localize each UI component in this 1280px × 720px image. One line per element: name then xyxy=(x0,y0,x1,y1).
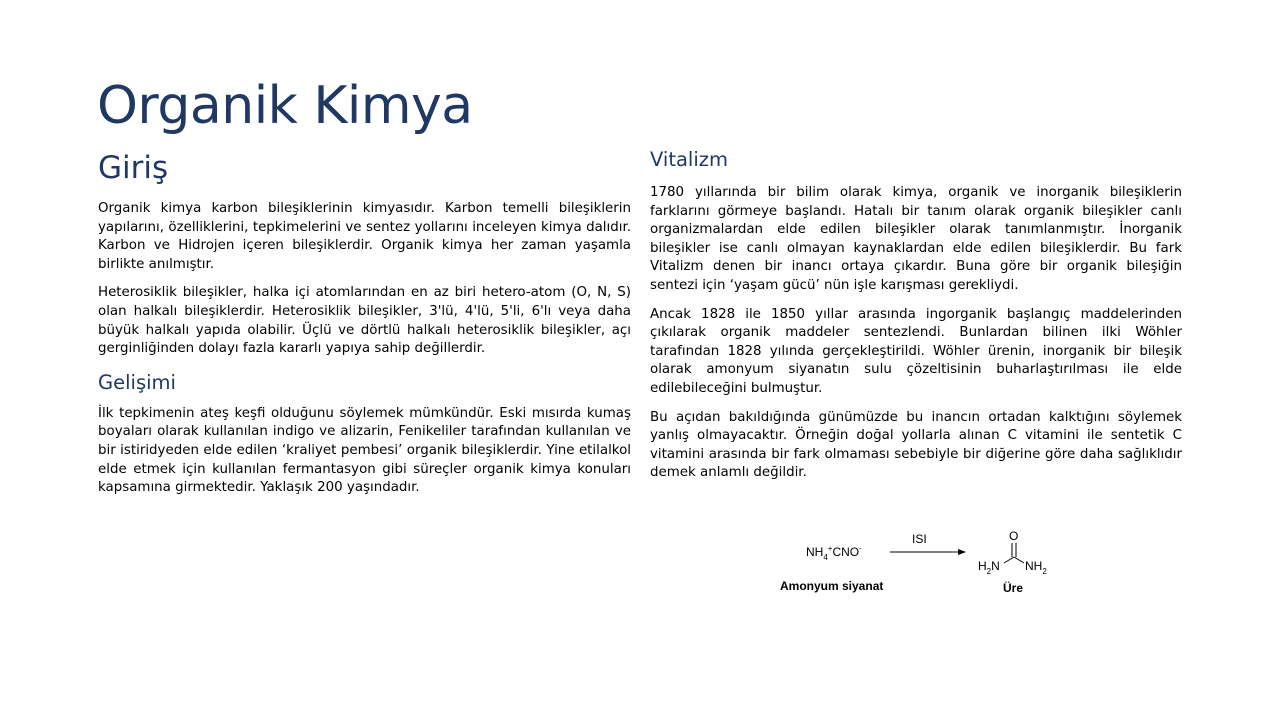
slide-title: Organik Kimya xyxy=(97,76,473,136)
bond-c-n-left xyxy=(1004,557,1014,563)
product-nh2: $NH_2$ xyxy=(1025,559,1047,576)
reactant-formula xyxy=(806,544,862,562)
paragraph-giris-1: Organik kimya karbon bileşiklerinin kimyasıdır. Karbon temelli bileşiklerin yapılarını, özelliklerini, tepkimelerini ve sentez yollarını inceleyen kimya dalıdır. Karbon ve Hidrojen içeren bileşiklerdir. Organik kimya her zaman yaşamla birlikte anılmıştır. xyxy=(98,201,631,272)
section-heading-giris: Giriş xyxy=(98,150,169,186)
bond-c-n-right xyxy=(1014,557,1024,563)
reactant-cno: CNO xyxy=(832,545,860,559)
reaction-arrow-head xyxy=(958,549,966,555)
section-heading-vitalizm: Vitalizm xyxy=(650,148,728,171)
reactant-sup: + xyxy=(827,544,833,553)
reaction-scheme-svg xyxy=(770,525,1070,605)
section-heading-gelisimi: Gelişimi xyxy=(98,370,176,394)
product-h2n: $H_2N$ xyxy=(978,559,1000,576)
paragraph-giris-2: Heterosiklik bileşikler, halka içi atomlarından en az biri hetero-atom (O, N, S) olan halkalı bileşiklerdir. Heterosiklik bileşikler, 3'lü, 4'lü, 5'li, 6'lı veya daha büyük halkalı yapıda olabilir. Üçlü ve dörtlü halkalı heterosiklik bileşikler, açı gerginliğinden dolayı fazla kararlı yapıya sahip değillerdir. xyxy=(98,285,631,357)
paragraph-vitalizm-3: Bu açıdan bakıldığında günümüzde bu inancın ortadan kalktığını söylemek yanlış olmayacaktır. Örneğin doğal yollarla alınan C vitamini ile sentetik C vitamini arasında bir fark olmaması sebebiyle bir diğerine göre daha sağlıklıdır demek anlamlı değildir. xyxy=(650,409,1182,481)
paragraph-gelisimi: İlk tepkimenin ateş keşfi olduğunu söylemek mümkündür. Eski mısırda kumaş boyaları olarak kullanılan indigo ve alizarin, Fenikeliler tarafından kullanılan ve bir istiridyeden elde edilen ‘kraliyet pembesi’ organik bileşiklerdir. Yine etilalkol elde etmek için kullanılan fermantasyon gibi süreçler organik kimya konuları kapsamına girmektedir. Yaklaşık 200 yaşındadır. xyxy=(98,405,631,496)
reaction-scheme xyxy=(770,525,1070,605)
arrow-label: ISI xyxy=(912,532,927,546)
product-name: Üre xyxy=(1003,581,1024,595)
left-column xyxy=(98,146,631,508)
reactant-nh: NH xyxy=(806,545,824,559)
reactant-sub: 4 xyxy=(823,553,828,562)
reactant-minus: - xyxy=(859,544,862,553)
reactant-name: Amonyum siyanat xyxy=(780,579,884,593)
paragraph-vitalizm-2: Ancak 1828 ile 1850 yıllar arasında ingorganik başlangıç maddelerinden çıkılarak organik maddeler sentezlendi. Bunlardan bilinen ilki Wöhler tarafından 1828 yılında gerçekleştirildi. Wöhler ürenin, inorganik bir bileşik olarak amonyum siyanatın sulu çözeltisinin buharlaştırılması ile elde edilebileceğini bulmuştur. xyxy=(650,306,1182,396)
product-oxygen: O xyxy=(1009,529,1019,543)
right-column xyxy=(650,146,1182,493)
paragraph-vitalizm-1: 1780 yıllarında bir bilim olarak kimya, organik ve inorganik bileşiklerin farklarını görmeye başlandı. Hatalı bir tanım olarak organik bileşikler canlı organizmalardan elde edilen bileşikler olarak tanımlanmıştır. İnorganik bileşikler ise canlı olmayan kaynaklardan elde edilen bileşiklerdir. Bu fark Vitalizm denen bir inancı ortaya çıkardır. Buna göre bir organik bileşiğin sentezi için ‘yaşam gücü’ nün işle karışması gerekliydi. xyxy=(650,185,1182,293)
